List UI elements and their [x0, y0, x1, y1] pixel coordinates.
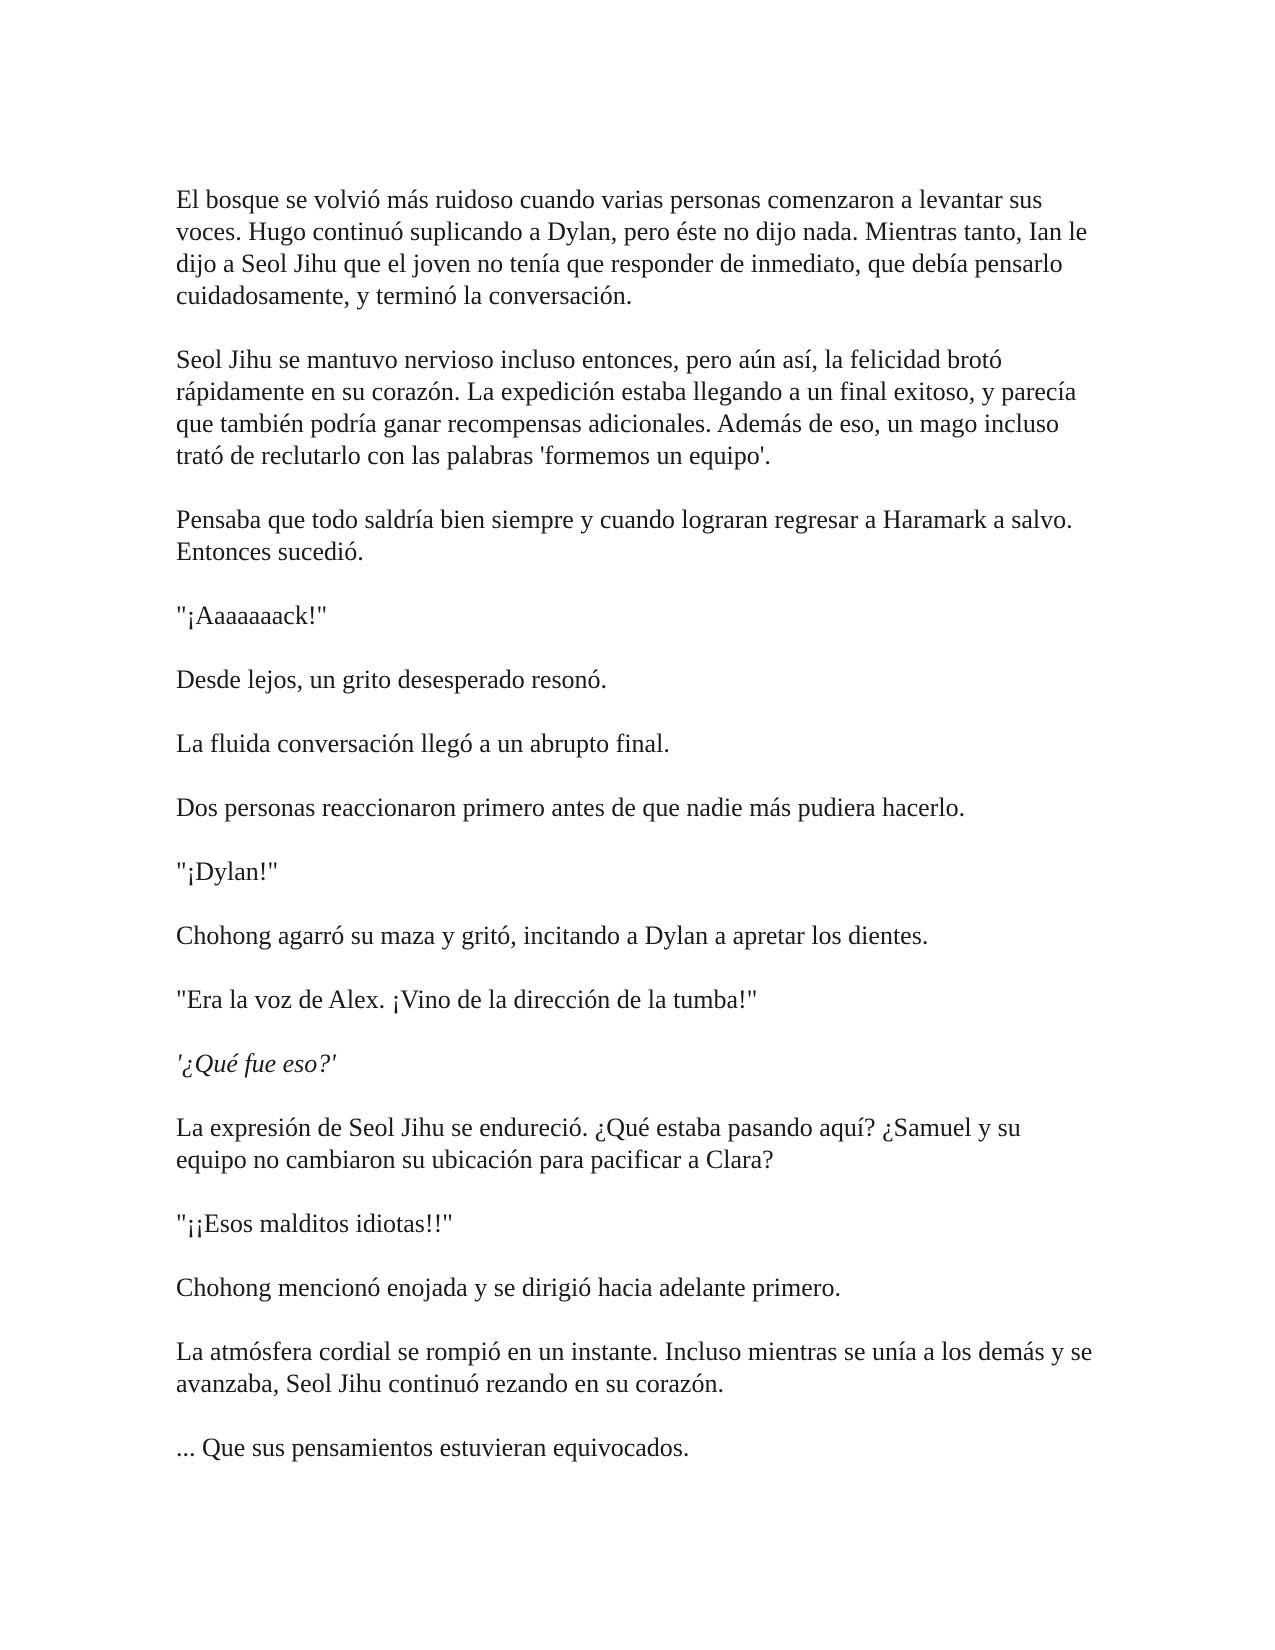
paragraph-13: "¡¡Esos malditos idiotas!!"	[176, 1209, 453, 1238]
paragraph-8: "¡Dylan!"	[176, 857, 279, 886]
paragraph-7: Dos personas reaccionaron primero antes de que nadie más pudiera hacerlo.	[176, 793, 966, 822]
paragraph-6: La fluida conversación llegó a un abrupto final.	[176, 729, 670, 758]
paragraph-9: Chohong agarró su maza y gritó, incitando a Dylan a apretar los dientes.	[176, 921, 929, 950]
paragraph-16: ... Que sus pensamientos estuvieran equivocados.	[176, 1433, 690, 1462]
document-page	[176, 184, 1096, 1496]
paragraph-4: "¡Aaaaaaack!"	[176, 601, 328, 630]
paragraph-1: El bosque se volvió más ruidoso cuando varias personas comenzaron a levantar sus voces. Hugo continuó suplicando a Dylan, pero éste no dijo nada. Mientras tanto, Ian le dijo a Seol Jihu que el joven no tenía que responder de inmediato, que debía pensarlo cuidadosamente, y terminó la conversación.	[176, 185, 1088, 310]
paragraph-5: Desde lejos, un grito desesperado resonó.	[176, 665, 608, 694]
paragraph-15: La atmósfera cordial se rompió en un instante. Incluso mientras se unía a los demás y se avanzaba, Seol Jihu continuó rezando en su corazón.	[176, 1337, 1093, 1398]
paragraph-14: Chohong mencionó enojada y se dirigió hacia adelante primero.	[176, 1273, 841, 1302]
paragraph-10: "Era la voz de Alex. ¡Vino de la dirección de la tumba!"	[176, 985, 758, 1014]
paragraph-3: Pensaba que todo saldría bien siempre y cuando lograran regresar a Haramark a salvo. Entonces sucedió.	[176, 505, 1073, 566]
paragraph-2: Seol Jihu se mantuvo nervioso incluso entonces, pero aún así, la felicidad brotó rápidamente en su corazón. La expedición estaba llegando a un final exitoso, y parecía que también podría ganar recompensas adicionales. Además de eso, un mago incluso trató de reclutarlo con las palabras 'formemos un equipo'.	[176, 345, 1077, 470]
paragraph-12: La expresión de Seol Jihu se endureció. ¿Qué estaba pasando aquí? ¿Samuel y su equipo no cambiaron su ubicación para pacificar a Clara?	[176, 1113, 1021, 1174]
paragraph-11-thought: '¿Qué fue eso?'	[176, 1049, 336, 1078]
